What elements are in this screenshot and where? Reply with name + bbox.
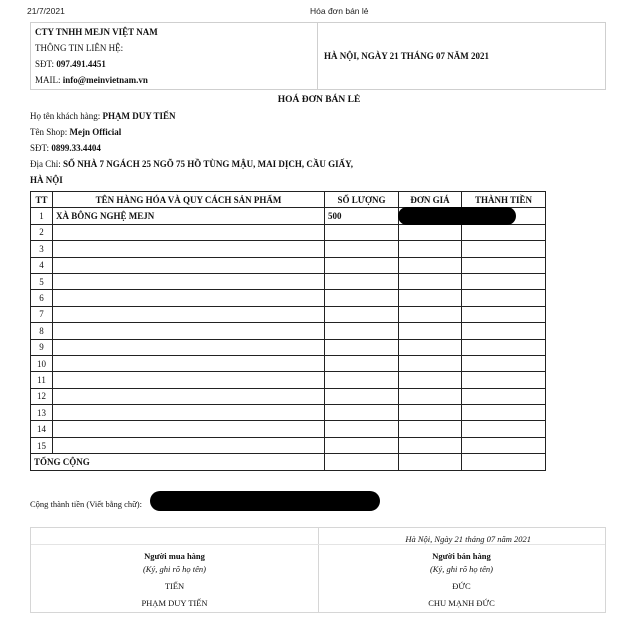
row-quantity xyxy=(325,257,399,273)
row-number: 5 xyxy=(31,273,53,289)
buyer-hint: (Ký, ghi rõ họ tên) xyxy=(142,564,207,574)
row-amount xyxy=(462,388,546,404)
row-product xyxy=(53,372,325,388)
address-label: Địa Chỉ: xyxy=(30,159,61,169)
row-product xyxy=(53,224,325,240)
print-header xyxy=(0,6,638,20)
row-quantity xyxy=(325,355,399,371)
row-quantity xyxy=(325,290,399,306)
seller-signature xyxy=(318,550,605,610)
seller-role: Người bán hàng xyxy=(432,551,491,561)
row-number: 6 xyxy=(31,290,53,306)
redaction-price xyxy=(398,207,516,225)
row-amount xyxy=(462,273,546,289)
amount-in-words-label: Cộng thành tiền (Viết bằng chữ): xyxy=(30,499,142,509)
customer-phone: 0899.33.4404 xyxy=(51,143,101,153)
contact-label: THÔNG TIN LIÊN HỆ: xyxy=(35,43,124,53)
table-row xyxy=(31,388,546,404)
header-unit-price: ĐƠN GIÁ xyxy=(399,192,462,208)
row-number: 7 xyxy=(31,306,53,322)
row-quantity xyxy=(325,388,399,404)
row-quantity xyxy=(325,241,399,257)
header-amount: THÀNH TIỀN xyxy=(462,192,546,208)
buyer-sign: TIẾN xyxy=(164,581,185,591)
total-row xyxy=(31,454,546,470)
row-amount xyxy=(462,290,546,306)
row-amount xyxy=(462,241,546,257)
row-number: 4 xyxy=(31,257,53,273)
row-amount xyxy=(462,355,546,371)
total-quantity xyxy=(325,454,399,470)
buyer-name: PHẠM DUY TIẾN xyxy=(141,598,208,608)
row-product xyxy=(53,241,325,257)
row-unit-price xyxy=(399,339,462,355)
table-row xyxy=(31,372,546,388)
row-product: XÀ BÔNG NGHỆ MEJN xyxy=(53,208,325,224)
row-product xyxy=(53,437,325,453)
row-unit-price xyxy=(399,273,462,289)
row-amount xyxy=(462,257,546,273)
row-product xyxy=(53,388,325,404)
row-number: 14 xyxy=(31,421,53,437)
row-number: 2 xyxy=(31,224,53,240)
row-unit-price xyxy=(399,224,462,240)
row-amount xyxy=(462,323,546,339)
address-line-2-row xyxy=(30,175,63,185)
row-unit-price xyxy=(399,437,462,453)
seller-name: CHU MẠNH ĐỨC xyxy=(428,598,495,608)
company-phone: 097.491.4451 xyxy=(56,59,106,69)
row-quantity xyxy=(325,273,399,289)
row-quantity xyxy=(325,372,399,388)
row-quantity xyxy=(325,339,399,355)
signature-date: Hà Nội, Ngày 21 tháng 07 năm 2021 xyxy=(405,534,531,544)
shop-line xyxy=(30,127,121,137)
row-quantity xyxy=(325,405,399,421)
row-amount xyxy=(462,405,546,421)
company-name: CTY TNHH MEJN VIỆT NAM xyxy=(35,27,158,37)
row-product xyxy=(53,290,325,306)
table-row xyxy=(31,306,546,322)
redaction-words xyxy=(150,491,380,511)
row-number: 1 xyxy=(31,208,53,224)
row-amount xyxy=(462,437,546,453)
company-phone-line xyxy=(35,59,106,69)
signature-box xyxy=(30,527,606,613)
row-number: 8 xyxy=(31,323,53,339)
seller-hint: (Ký, ghi rõ họ tên) xyxy=(429,564,494,574)
row-product xyxy=(53,339,325,355)
table-row xyxy=(31,355,546,371)
company-mail-line xyxy=(35,75,148,85)
row-unit-price xyxy=(399,306,462,322)
shop-name: Mejn Official xyxy=(69,127,122,137)
row-product xyxy=(53,273,325,289)
address-line-2: HÀ NỘI xyxy=(30,175,63,185)
row-quantity xyxy=(325,323,399,339)
buyer-signature xyxy=(31,550,318,610)
row-product xyxy=(53,323,325,339)
table-row xyxy=(31,273,546,289)
address-line xyxy=(30,159,353,169)
table-row xyxy=(31,257,546,273)
row-unit-price xyxy=(399,323,462,339)
row-amount xyxy=(462,224,546,240)
items-table xyxy=(30,191,546,471)
row-unit-price xyxy=(399,421,462,437)
table-row xyxy=(31,437,546,453)
customer-name-line xyxy=(30,111,176,121)
row-amount xyxy=(462,372,546,388)
row-amount xyxy=(462,339,546,355)
row-quantity: 500 xyxy=(325,208,399,224)
customer-name-label: Họ tên khách hàng: xyxy=(30,111,101,121)
place-date-text: HÀ NỘI, NGÀY 21 THÁNG 07 NĂM 2021 xyxy=(324,51,490,61)
invoice-title: HOÁ ĐƠN BÁN LẺ xyxy=(277,95,361,105)
print-date: 21/7/2021 xyxy=(27,6,65,16)
row-amount xyxy=(462,306,546,322)
amount-in-words-line xyxy=(30,499,142,509)
print-doc-title: Hóa đơn bán lẻ xyxy=(310,6,369,16)
buyer-role: Người mua hàng xyxy=(144,551,205,561)
company-details xyxy=(31,23,318,89)
total-amount xyxy=(462,454,546,470)
row-number: 12 xyxy=(31,388,53,404)
table-header-row xyxy=(31,192,546,208)
row-number: 13 xyxy=(31,405,53,421)
row-product xyxy=(53,421,325,437)
row-product xyxy=(53,257,325,273)
row-product xyxy=(53,306,325,322)
company-phone-label: SĐT: xyxy=(35,59,55,69)
header-tt: TT xyxy=(31,192,53,208)
row-number: 9 xyxy=(31,339,53,355)
total-label: TỔNG CỘNG xyxy=(31,454,325,470)
table-row xyxy=(31,405,546,421)
row-product xyxy=(53,355,325,371)
total-price xyxy=(399,454,462,470)
row-quantity xyxy=(325,224,399,240)
row-unit-price xyxy=(399,355,462,371)
table-row xyxy=(31,339,546,355)
table-row xyxy=(31,323,546,339)
row-unit-price xyxy=(399,290,462,306)
address-line-1: SỐ NHÀ 7 NGÁCH 25 NGÕ 75 HỒ TÙNG MẬU, MAI DỊCH, CẦU GIẤY, xyxy=(63,159,354,169)
row-product xyxy=(53,405,325,421)
company-mail: info@meinvietnam.vn xyxy=(62,75,148,85)
row-unit-price xyxy=(399,388,462,404)
table-row xyxy=(31,290,546,306)
row-number: 15 xyxy=(31,437,53,453)
row-quantity xyxy=(325,306,399,322)
header-quantity: SỐ LƯỢNG xyxy=(325,192,399,208)
customer-name: PHẠM DUY TIẾN xyxy=(102,111,176,121)
table-row xyxy=(31,241,546,257)
row-amount xyxy=(462,421,546,437)
row-unit-price xyxy=(399,372,462,388)
table-row xyxy=(31,224,546,240)
row-unit-price xyxy=(399,405,462,421)
shop-label: Tên Shop: xyxy=(30,127,68,137)
row-quantity xyxy=(325,437,399,453)
company-info-box xyxy=(30,22,606,90)
customer-phone-line xyxy=(30,143,101,153)
table-row xyxy=(31,421,546,437)
row-unit-price xyxy=(399,241,462,257)
row-number: 10 xyxy=(31,355,53,371)
row-quantity xyxy=(325,421,399,437)
seller-sign: ĐỨC xyxy=(452,581,471,591)
row-number: 3 xyxy=(31,241,53,257)
header-product: TÊN HÀNG HÓA VÀ QUY CÁCH SẢN PHẨM xyxy=(53,192,325,208)
company-mail-label: MAIL: xyxy=(35,75,61,85)
company-place-date xyxy=(318,23,605,89)
customer-phone-label: SĐT: xyxy=(30,143,50,153)
row-unit-price xyxy=(399,257,462,273)
row-number: 11 xyxy=(31,372,53,388)
